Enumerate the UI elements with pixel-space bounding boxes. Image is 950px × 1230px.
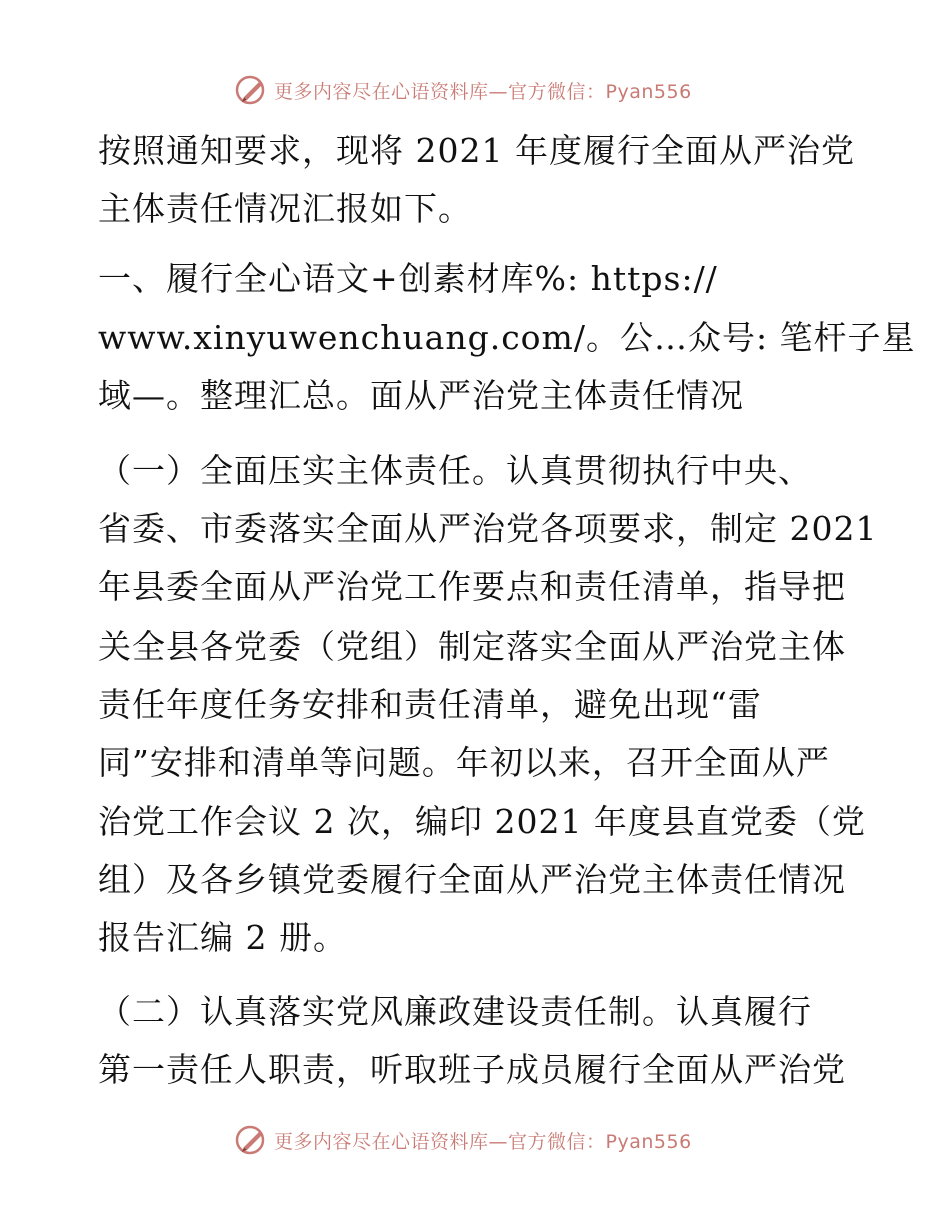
pen-logo-icon (234, 1123, 268, 1157)
text-line: 第一责任人职责，听取班子成员履行全面从严治党 (98, 1050, 846, 1089)
text-line: 按照通知要求，现将 2021 年度履行全面从严治党 (98, 131, 855, 170)
text-line: 关全县各党委（党组）制定落实全面从严治党主体 (98, 627, 846, 666)
text-line: 同”安排和清单等问题。年初以来，召开全面从严 (98, 743, 830, 782)
text-line: 责任年度任务安排和责任清单，避免出现“雷 (98, 685, 762, 724)
text-line: 治党工作会议 2 次，编印 2021 年度县直党委（党 (98, 802, 866, 841)
text-line: www.xinyuwenchuang.com/。公…众号: 笔杆子星 (98, 318, 916, 357)
text-line: 组）及各乡镇党委履行全面从严治党主体责任情况 (98, 860, 846, 899)
subsection-heading: （一）全面压实主体责任。认真贯彻执行中央、 (98, 451, 812, 490)
text-line: 报告汇编 2 册。 (98, 918, 347, 957)
watermark-text: 更多内容尽在心语资料库—官方微信：Pyan556 (274, 1130, 692, 1153)
watermark-text: 更多内容尽在心语资料库—官方微信：Pyan556 (274, 80, 692, 103)
text-line: 域—。整理汇总。面从严治党主体责任情况 (98, 376, 744, 415)
footer-watermark (234, 1122, 692, 1158)
subsection-heading: （二）认真落实党风廉政建设责任制。认真履行 (98, 992, 812, 1031)
section-heading: 一、履行全心语文+创素材库%: https:// (98, 259, 718, 298)
text-line: 主体责任情况汇报如下。 (98, 189, 472, 228)
text-line: 省委、市委落实全面从严治党各项要求，制定 2021 (98, 509, 878, 548)
header-watermark (234, 72, 692, 108)
text-line: 年县委全面从严治党工作要点和责任清单，指导把 (98, 567, 846, 606)
pen-logo-icon (234, 73, 268, 107)
